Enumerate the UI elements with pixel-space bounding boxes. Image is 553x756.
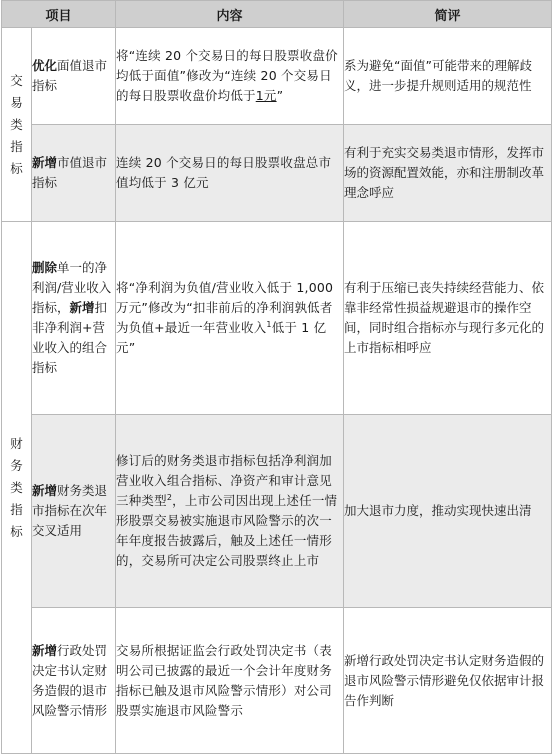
table-header-row: [2, 1, 552, 28]
comment-cell: 有利于充实交易类退市情形，发挥市场的资源配置效能，亦和注册制改革理念呼应: [344, 125, 552, 222]
content-cell: 交易所根据证监会行政处罚决定书（表明公司已披露的最近一个会计年度财务指标已触及退市风险警示情形）对公司股票实施退市风险警示: [116, 608, 344, 754]
footnote-ref: 2: [166, 492, 173, 502]
comment-cell: 加大退市力度，推动实现快速出清: [344, 415, 552, 608]
item-action: 新增: [32, 155, 58, 170]
content-text-end: ”: [276, 88, 284, 103]
footnote-ref: 1: [266, 319, 272, 329]
content-text-end: ，上市公司因出现上述任一情形股票交易被实施退市风险警示的次一年年度报告披露后，触及上述任一情形的，交易所可决定公司股票终止上市: [116, 493, 338, 568]
category-cell-trading: [2, 28, 32, 222]
item-action: 删除: [32, 260, 58, 275]
delisting-rules-table: [1, 0, 552, 754]
item-label: 财务类退市指标在次年交叉适用: [32, 483, 108, 538]
item-cell: [32, 415, 116, 608]
content-cell: [116, 28, 344, 125]
item-label: 面值退市指标: [32, 58, 108, 93]
item-label-2: 扣非净利润+营业收入的组合指标: [32, 300, 108, 375]
content-text: 将“净利润为负值/营业收入低于 1,000 万元”修改为“扣非前后的净利润孰低者为负值+最近一年营业收入: [116, 280, 334, 335]
comment-cell: 系为避免“面值”可能带来的理解歧义，进一步提升规则适用的规范性: [344, 28, 552, 125]
content-text: 将“连续 20 个交易日的每日股票收盘价均低于面值”修改为“连续 20 个交易日的每日股票收盘价均低于: [116, 48, 338, 103]
content-underlined: 1元: [255, 88, 277, 103]
item-cell: [32, 222, 116, 415]
item-cell: [32, 608, 116, 754]
comment-cell: 有利于压缩已丧失持续经营能力、依靠非经常性损益规避退市的操作空间，同时组合指标亦与现行多元化的上市指标相呼应: [344, 222, 552, 415]
table-row: [2, 608, 552, 754]
content-text-end: 低于 1 亿元”: [116, 320, 327, 355]
header-content: 内容: [116, 1, 344, 28]
table-row: [2, 125, 552, 222]
content-cell: [116, 222, 344, 415]
category-label: 交易类指标: [10, 72, 23, 176]
table-row: [2, 415, 552, 608]
header-comment: 简评: [344, 1, 552, 28]
item-label: 行政处罚决定书认定财务造假的退市风险警示情形: [32, 642, 108, 718]
category-label: 财务类指标: [10, 435, 23, 539]
content-cell: 连续 20 个交易日的每日股票收盘总市值均低于 3 亿元: [116, 125, 344, 222]
category-cell-financial: [2, 222, 32, 754]
item-action-2: 新增: [69, 300, 95, 315]
item-action: 优化: [32, 58, 58, 73]
item-label: 单一的净利润/营业收入指标，: [32, 260, 112, 315]
comment-cell: 新增行政处罚决定书认定财务造假的退市风险警示情形避免仅依据审计报告作判断: [344, 608, 552, 754]
header-item: 项目: [2, 1, 116, 28]
content-cell: [116, 415, 344, 608]
table-row: [2, 28, 552, 125]
table-row: [2, 222, 552, 415]
item-action: 新增: [32, 642, 58, 658]
content-text: 修订后的财务类退市指标包括净利润加营业收入组合指标、净资产和审计意见三种类型: [116, 453, 332, 508]
item-action: 新增: [32, 483, 58, 498]
item-cell: [32, 28, 116, 125]
item-cell: [32, 125, 116, 222]
item-label: 市值退市指标: [32, 155, 108, 190]
